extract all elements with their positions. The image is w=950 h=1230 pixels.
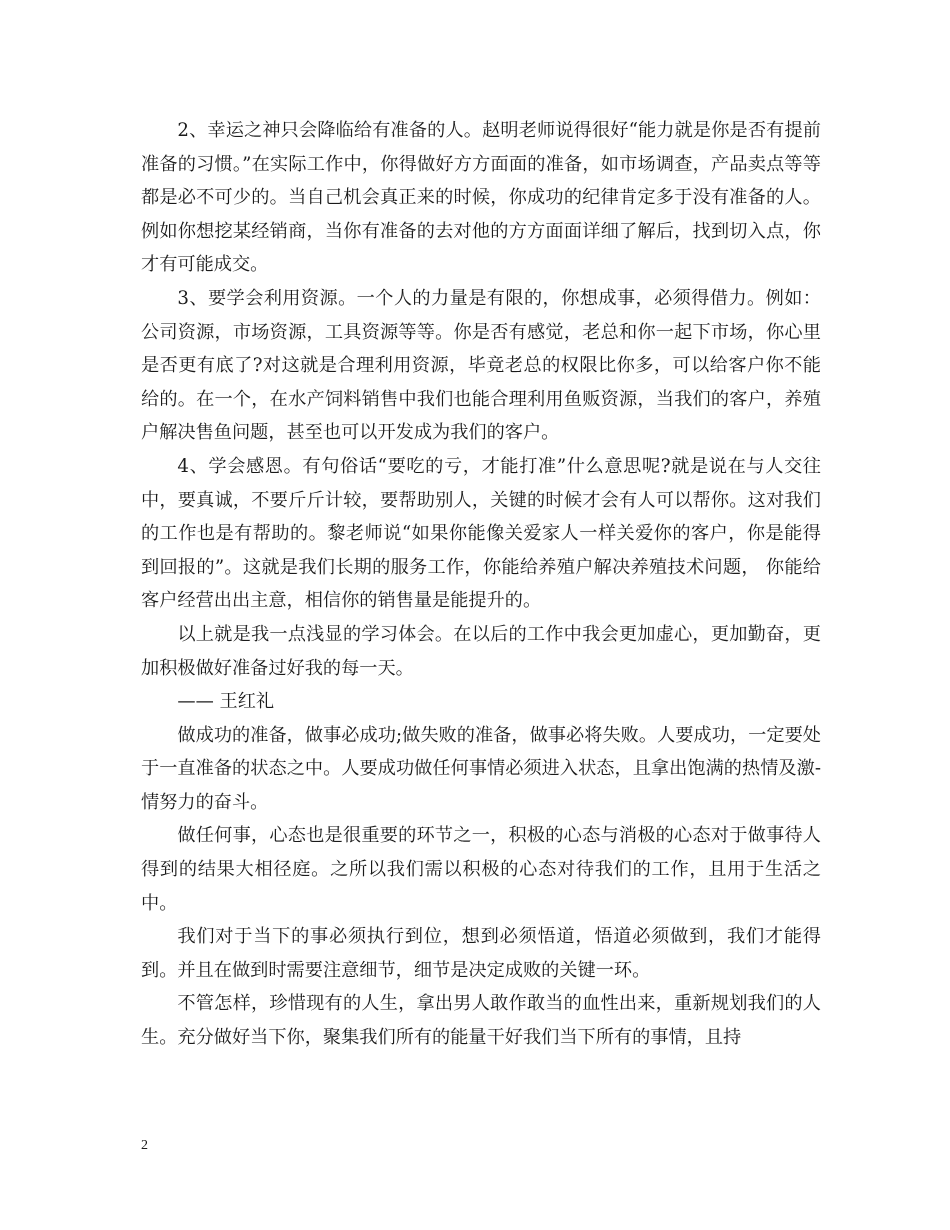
paragraph-cherish-life: 不管怎样，珍惜现有的人生，拿出男人敢作敢当的血性出来，重新规划我们的人生。充分做好当下你，聚集我们所有的能量干好我们当下所有的事情，且持	[141, 993, 821, 1049]
author-signature: —— 王红礼	[177, 691, 275, 713]
paragraph-point-4: 4、学会感恩。有句俗话“要吃的亏，才能打准”什么意思呢?就是说在与人交往中，要真诚，不要斤斤计较，要帮助别人，关键的时候才会有人可以帮你。这对我们的工作也是有帮助的。黎老师说“如果你能像关爱家人一样关爱你的客户，你是能得到回报的”。这就是我们长期的服务工作，你能给养殖户解决养殖技术问题， 你能给客户经营出出主意，相信你的销售量是能提升的。	[141, 455, 821, 612]
paragraph-conclusion: 以上就是我一点浅显的学习体会。在以后的工作中我会更加虚心，更加勤奋，更加积极做好准备过好我的每一天。	[141, 623, 821, 679]
paragraph-execution: 我们对于当下的事必须执行到位，想到必须悟道，悟道必须做到，我们才能得到。并且在做到时需要注意细节，细节是决定成败的关键一环。	[141, 926, 821, 981]
paragraph-point-3: 3、要学会利用资源。一个人的力量是有限的，你想成事，必须得借力。例如：公司资源，市场资源，工具资源等等。你是否有感觉，老总和你一起下市场，你心里是否更有底了?对这就是合理利用资源，毕竟老总的权限比你多，可以给客户你不能给的。在一个，在水产饲料销售中我们也能合理利用鱼贩资源，当我们的客户，养殖户解决售鱼问题，甚至也可以开发成为我们的客户。	[141, 287, 821, 444]
paragraph-point-2: 2、幸运之神只会降临给有准备的人。赵明老师说得很好“能力就是你是否有提前准备的习惯。”在实际工作中，你得做好方方面面的准备，如市场调查，产品卖点等等都是必不可少的。当自己机会真正来的时候，你成功的纪律肯定多于没有准备的人。例如你想挖某经销商，当你有准备的去对他的方方面面详细了解后，找到切入点，你才有可能成交。	[141, 120, 821, 276]
page-number: 2	[141, 1138, 148, 1153]
paragraph-prepare-success: 做成功的准备，做事必成功;做失败的准备，做事必将失败。人要成功，一定要处于一直准备的状态之中。人要成功做任何事情必须进入状态，且拿出饱满的热情及激-情努力的奋斗。	[141, 724, 821, 813]
paragraph-attitude: 做任何事，心态也是很重要的环节之一，积极的心态与消极的心态对于做事待人得到的结果大相径庭。之所以我们需以积极的心态对待我们的工作，且用于生活之中。	[141, 825, 821, 914]
page-content	[141, 114, 821, 1055]
